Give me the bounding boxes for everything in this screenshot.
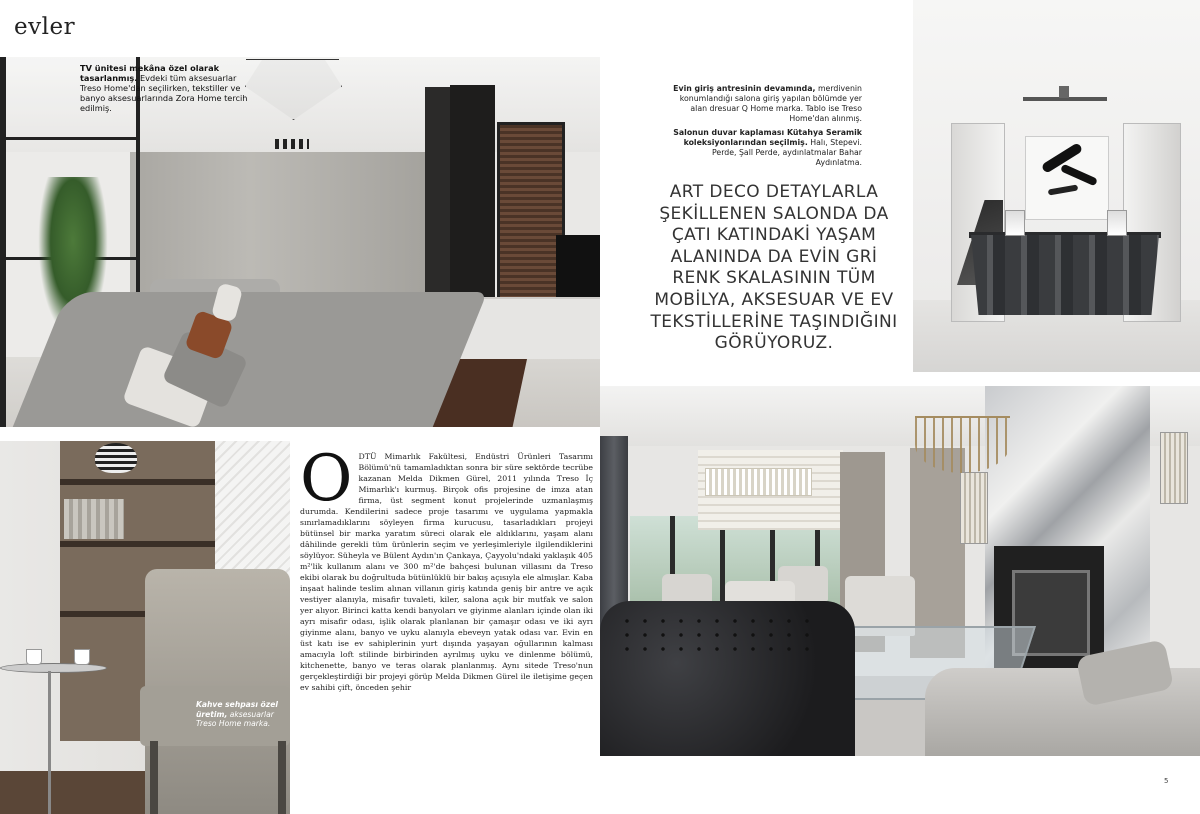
coffee-table-photo: [0, 441, 290, 814]
drop-cap: O: [300, 442, 353, 516]
section-title: evler: [14, 14, 76, 40]
coffee-table-caption-text: aksesuarlar Treso Home marka.: [196, 709, 274, 729]
article-body: [300, 442, 593, 693]
abstract-painting: [1025, 136, 1109, 220]
wall-caption-bold: Salonun duvar kaplaması Kütahya Seramik koleksiyonlarından seçilmiş.: [673, 128, 862, 147]
salon-photo: [600, 386, 1200, 756]
article-paragraph: DTÜ Mimarlık Fakültesi, Endüstri Ürünleri Tasarımı Bölümü'nü tamamladıktan sonra bir süre sektörde tecrübe kazanan Melda Dikmen Gürel, 2011 yılında Treso İç Mimarlık'ı kurmuş. Birçok ofis projesine de imza atan firma, üst segment konut projelerinde uzmanlaşmış durumda. Kendilerini sadece proje tasarımı ve uygulama yapmakla sınırlamadıklarını söyleyen firma kurucusu, tasarladıkları projeyi bütünsel bir marka yaratım süreci olarak ele aldıklarını, yaşam alanı dâhilinde gerekli tüm ürünlerin seçim ve yerleşimleriyle ilgilendiklerini söylüyor. Süheyla ve Bülent Aydın'ın Çankaya, Çayyolu'ndaki yaklaşık 405 m²'lik kullanım alanı ve 300 m²'de bahçesi bulunan villasını da Treso ekibi olarak bu doğrultuda bütünlüklü bir bakış açısıyla ele almışlar. Kaba inşaat halinde teslim alınan villanın giriş katında geniş bir antre ve açık vestiyer alanıyla, misafir tuvaleti, kiler, salona açık bir mutfak ve salon yer alıyor. Birinci katta kendi banyoları ve giyinme alanları içinde olan iki ayrı misafir odası, işlik olarak planlanan bir çamaşır odası ve iki ayrı giyinme alanı, banyo ve uyku alanıyla ebeveyn yatak odası var. Evin en üst katı ise ev sahiplerinin yurt dışında yaşayan oğullarının kalması amacıyla loft stilinde birbirinden ayrılmış uyku ve dinlenme bölümü, kitchenette, banyo ve teras olarak planlanmış. Aynı sitede Treso'nun gerçekleştirdiği bir projeyi görüp Melda Dikmen Gürel ile iletişime geçen ev sahibi çift, önceden şehir: [300, 452, 593, 692]
wall-caption-text: Halı, Stepevi. Perde, Şall Perde, aydınlatmalar Bahar Aydınlatma.: [711, 138, 862, 167]
living-room-caption-text: Evdeki tüm aksesuarlar Treso Home'dan seçilirken, tekstiller ve banyo aksesuarlarında Zora Home tercih edilmiş.: [80, 73, 248, 113]
entrance-caption-text: merdivenin konumlandığı salona giriş yapılan bölümde yer alan dresuar Q Home marka. Tablo ise Treso Home'dan alınmış.: [679, 84, 862, 123]
pull-quote: ART DECO DETAYLARLA ŞEKİLLENEN SALONDA DA ÇATI KATINDAKİ YAŞAM ALANINDA DA EVİN GRİ RENK SKALASININ TÜM MOBİLYA, AKSESUAR VE EV TEKSTİLLERİNE TAŞINDIĞINI GÖRÜYORUZ.: [650, 182, 898, 354]
entrance-console-photo: [913, 0, 1200, 372]
page-number: 5: [1164, 777, 1169, 785]
coffee-table-caption: [196, 700, 291, 729]
living-room-caption-bold: TV ünitesi mekâna özel olarak tasarlanmış.: [80, 63, 220, 83]
entrance-caption-bold: Evin giriş antresinin devamında,: [673, 84, 816, 93]
entrance-caption: [664, 84, 862, 172]
living-room-caption: [80, 63, 260, 113]
coffee-table-caption-bold: Kahve sehpası özel üretim,: [196, 700, 278, 719]
